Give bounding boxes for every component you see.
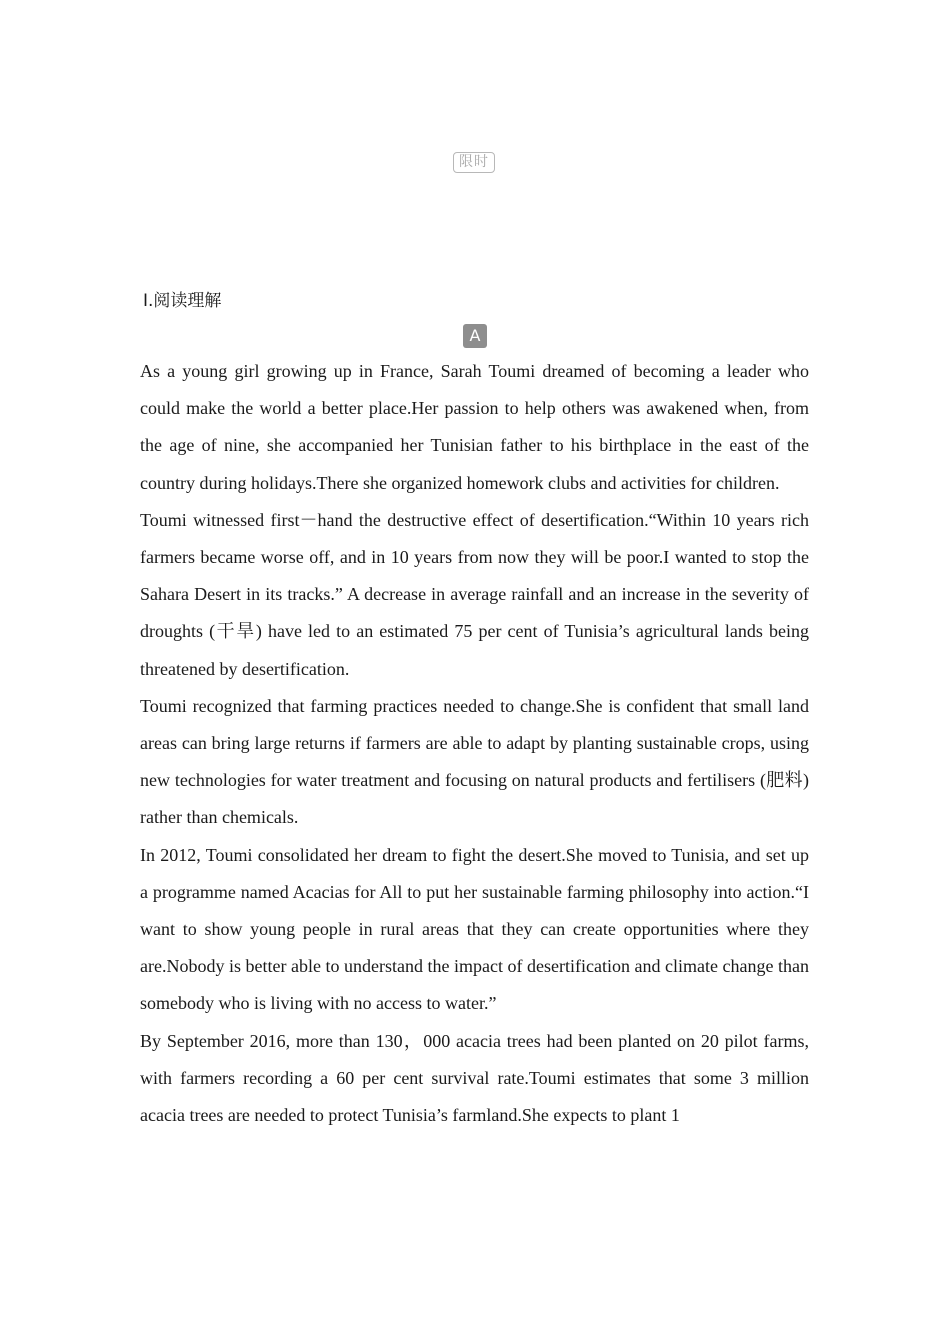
passage-label: A	[463, 324, 487, 348]
passage-paragraph: In 2012, Toumi consolidated her dream to fight the desert.She moved to Tunisia, and set up a programme named Acacias for All to put her sustainable farming philosophy into action.“I want to show young people in rural areas that they can create opportunities where they are.Nobody is better able to understand the impact of desertification and climate change than somebody who is living with no access to water.”	[140, 844, 809, 1014]
passage-paragraph: Toumi recognized that farming practices needed to change.She is confident that small land areas can bring large returns if farmers are able to adapt by planting sustainable crops, using new technologies for water treatment and focusing on natural products and fertilisers (肥料) rather than chemicals.	[140, 695, 809, 828]
reading-passage	[140, 353, 809, 1134]
time-limit-badge: 限时	[453, 152, 495, 173]
passage-paragraph: By September 2016, more than 130，000 acacia trees had been planted on 20 pilot farms, with farmers recording a 60 per cent survival rate.Toumi estimates that some 3 million acacia trees are needed to protect Tunisia’s farmland.She expects to plant 1	[140, 1030, 809, 1126]
passage-paragraph: As a young girl growing up in France, Sarah Toumi dreamed of becoming a leader who could make the world a better place.Her passion to help others was awakened when, from the age of nine, she accompanied her Tunisian father to his birthplace in the east of the country during holidays.There she organized homework clubs and activities for children.	[140, 361, 809, 493]
section-heading: Ⅰ.阅读理解	[143, 291, 222, 311]
passage-paragraph: Toumi witnessed first－hand the destructive effect of desertification.“Within 10 years rich farmers became worse off, and in 10 years from now they will be poor.I wanted to stop the Sahara Desert in its tracks.” A decrease in average rainfall and an increase in the severity of droughts (干旱) have led to an estimated 75 per cent of Tunisia’s agricultural lands being threatened by desertification.	[140, 509, 809, 679]
